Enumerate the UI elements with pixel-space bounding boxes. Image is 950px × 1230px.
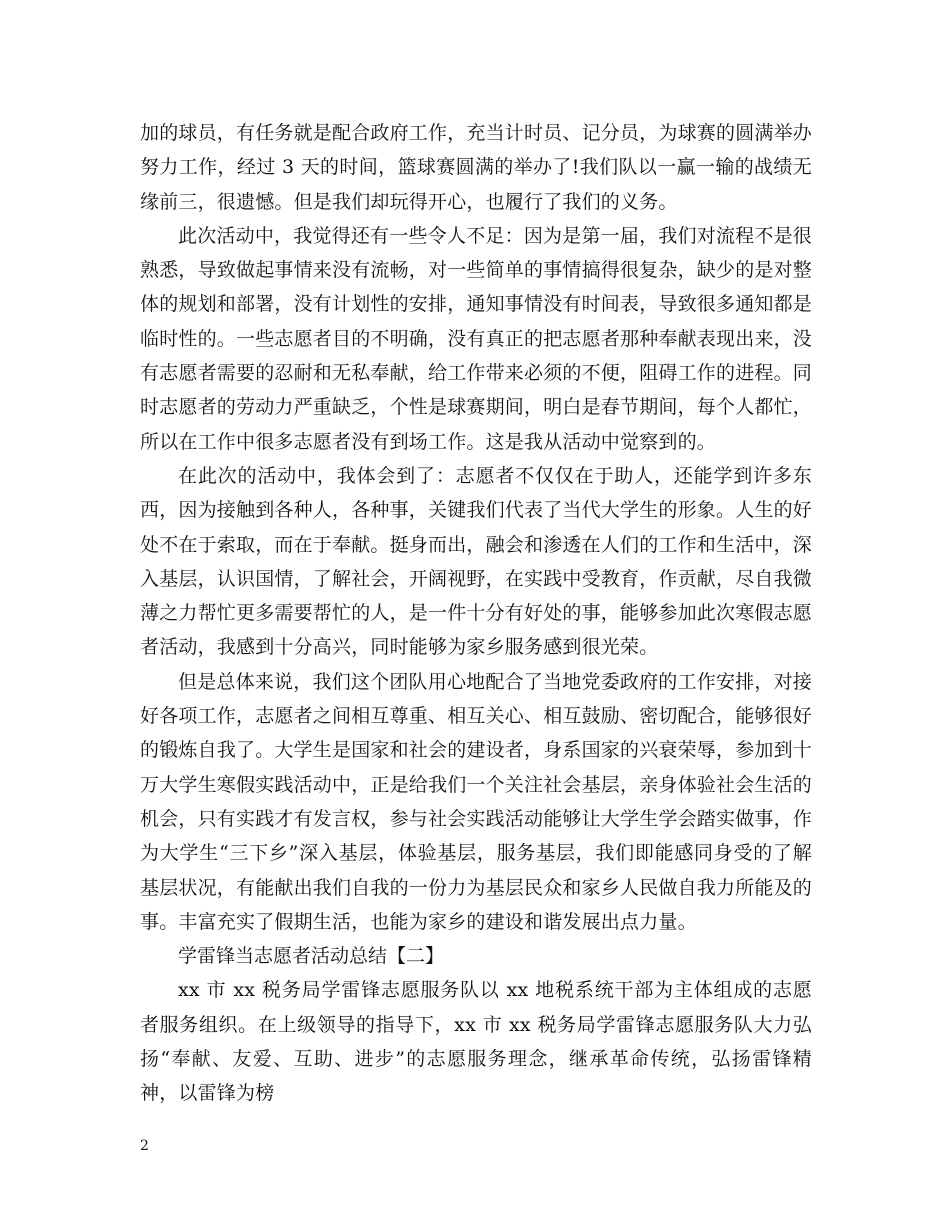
section-heading: 学雷锋当志愿者活动总结【二】 <box>178 945 445 968</box>
paragraph-summary: 但是总体来说，我们这个团队用心地配合了当地党委政府的工作安排，对接好各项工作，志愿者之间相互尊重、相互关心、相互鼓励、密切配合，能够很好的锻炼自我了。大学生是国家和社会的建设者，身系国家的兴衰荣辱，参加到十万大学生寒假实践活动中，正是给我们一个关注社会基层，亲身体验社会生活的机会，只有实践才有发言权，参与社会实践活动能够让大学生学会踏实做事，作为大学生“三下乡”深入基层，体验基层，服务基层，我们即能感同身受的了解基层状况，有能献出我们自我的一份力为基层民众和家乡人民做自我力所能及的事。丰富充实了假期生活，也能为家乡的建设和谐发展出点力量。 <box>140 670 813 933</box>
paragraph-experience: 在此次的活动中，我体会到了：志愿者不仅仅在于助人，还能学到许多东西，因为接触到各种人，各种事，关键我们代表了当代大学生的形象。人生的好处不在于索取，而在于奉献。挺身而出，融会和渗透在人们的工作和生活中，深入基层，认识国情，了解社会，开阔视野，在实践中受教育，作贡献，尽自我微薄之力帮忙更多需要帮忙的人，是一件十分有好处的事，能够参加此次寒假志愿者活动，我感到十分高兴，同时能够为家乡服务感到很光荣。 <box>140 464 813 659</box>
paragraph-continuation: 加的球员，有任务就是配合政府工作，充当计时员、记分员，为球赛的圆满举办努力工作，经过 3 天的时间，篮球赛圆满的举办了!我们队以一赢一输的战绩无缘前三，很遗憾。但是我们却玩得开心，也履行了我们的义务。 <box>140 122 813 213</box>
paragraph-section-two: xx 市 xx 税务局学雷锋志愿服务队以 xx 地税系统干部为主体组成的志愿者服务组织。在上级领导的指导下，xx 市 xx 税务局学雷锋志愿服务队大力弘扬“奉献、友爱、互助、进步”的志愿服务理念，继承革命传统，弘扬雷锋精神，以雷锋为榜 <box>140 979 812 1105</box>
paragraph-shortcomings: 此次活动中，我觉得还有一些令人不足：因为是第一届，我们对流程不是很熟悉，导致做起事情来没有流畅，对一些简单的事情搞得很复杂，缺少的是对整体的规划和部署，没有计划性的安排，通知事情没有时间表，导致很多通知都是临时性的。一些志愿者目的不明确，没有真正的把志愿者那种奉献表现出来，没有志愿者需要的忍耐和无私奉献，给工作带来必须的不便，阻碍工作的进程。同时志愿者的劳动力严重缺乏，个性是球赛期间，明白是春节期间，每个人都忙，所以在工作中很多志愿者没有到场工作。这是我从活动中觉察到的。 <box>140 224 813 453</box>
page-number: 2 <box>140 1138 149 1154</box>
document-body <box>140 116 812 1111</box>
